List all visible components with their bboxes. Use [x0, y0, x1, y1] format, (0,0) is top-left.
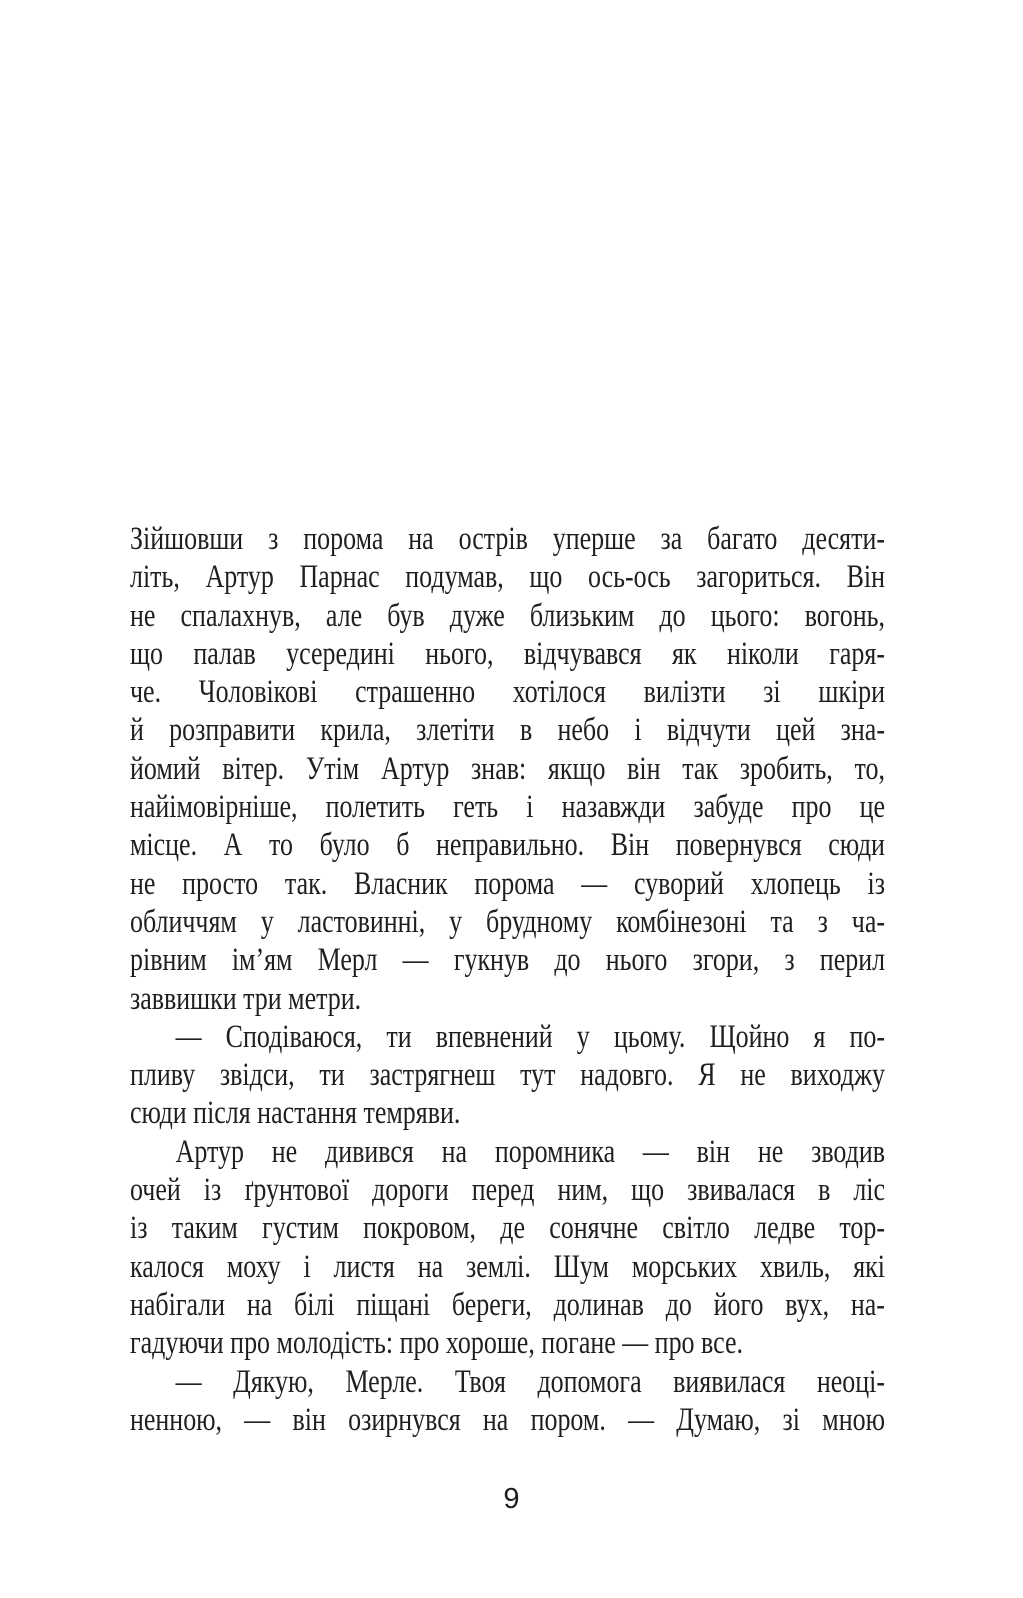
word: близьким [529, 597, 635, 634]
word: згори, [692, 942, 760, 979]
word: допомога [537, 1363, 642, 1400]
word: місце. [130, 827, 198, 864]
word: — [175, 1363, 202, 1400]
word: очей [130, 1172, 181, 1209]
text-line [130, 1248, 885, 1286]
word: до [554, 942, 581, 979]
word: багато [707, 521, 778, 557]
word: ґрунтової [244, 1172, 350, 1209]
text-line [130, 788, 885, 826]
word: Артур [380, 750, 450, 787]
word: шкіри [818, 674, 886, 711]
word: як [671, 635, 697, 672]
word: долинав [553, 1286, 644, 1323]
word: знав: [471, 750, 527, 787]
word: що [631, 1172, 665, 1209]
word: цьому. [613, 1018, 686, 1055]
word: на [417, 1248, 444, 1285]
word: що [130, 635, 163, 672]
word: небо [557, 712, 610, 749]
text-line [130, 941, 885, 979]
word: — [175, 1018, 202, 1055]
word: до [659, 597, 686, 634]
word: б [396, 827, 410, 864]
word: звивалася [687, 1172, 796, 1209]
word: це [859, 789, 886, 826]
word: — [402, 942, 429, 979]
word: злетіти [416, 712, 495, 749]
word: і [303, 1248, 311, 1285]
word: береги, [451, 1286, 532, 1323]
text-line [130, 1171, 885, 1209]
text-line [130, 750, 885, 788]
text-line: заввишки три метри. [130, 980, 362, 1017]
word: надовго. [580, 1057, 674, 1094]
word: ім’ям [231, 942, 293, 979]
text-line: сюди після настання темряви. [130, 1095, 461, 1132]
word: він [627, 750, 661, 787]
word: мною [822, 1401, 885, 1438]
word: ненною, [130, 1401, 223, 1438]
word: Зійшовши [130, 521, 244, 557]
word: вилізти [643, 674, 726, 711]
word: з [817, 903, 828, 940]
word: так [682, 750, 719, 787]
text-line [130, 1133, 885, 1171]
word: за [660, 521, 683, 557]
word: не [271, 1133, 298, 1170]
word: уперше [552, 521, 636, 557]
word: дивився [324, 1133, 414, 1170]
word: густим [262, 1210, 339, 1247]
word: Утім [305, 750, 360, 787]
word: Артур [205, 559, 274, 596]
word: обличчям [130, 903, 237, 940]
word: ти [386, 1018, 412, 1055]
word: полетить [325, 789, 425, 826]
word: сонячне [549, 1210, 639, 1247]
word: геть [453, 789, 499, 826]
word: гукнув [453, 942, 530, 979]
word: у [260, 903, 274, 940]
word: загориться. [696, 559, 821, 596]
word: А [223, 827, 243, 864]
word: брудному [486, 903, 593, 940]
word: — [642, 1133, 669, 1170]
word: тор- [839, 1210, 885, 1247]
word: ти [319, 1057, 345, 1094]
word: на [441, 1133, 468, 1170]
word: та [770, 903, 794, 940]
word: хвиль, [759, 1248, 831, 1285]
text-line [130, 865, 885, 903]
word: не [757, 1133, 784, 1170]
word: порома [303, 521, 384, 557]
word: острів [458, 521, 528, 557]
word: назавжди [561, 789, 666, 826]
text-line [130, 558, 885, 596]
word: дуже [449, 597, 505, 634]
word: на [246, 1286, 273, 1323]
word: впевнений [435, 1018, 553, 1055]
word: че. [130, 674, 162, 711]
word: якщо [547, 750, 606, 787]
word: він [292, 1401, 326, 1438]
word: Чоловікові [198, 674, 318, 711]
word: я [813, 1018, 826, 1055]
word: пливу [130, 1057, 196, 1094]
word: його [713, 1286, 764, 1323]
word: рівним [130, 942, 207, 979]
word: у [449, 903, 463, 940]
word: то [269, 827, 294, 864]
word: відчути [666, 712, 751, 749]
word: Він [846, 559, 886, 596]
word: крила, [320, 712, 391, 749]
word: хлопець [750, 865, 841, 902]
text-line [130, 1018, 885, 1056]
word: із [203, 1172, 222, 1209]
word: тут [520, 1057, 556, 1094]
word: вітер. [222, 750, 285, 787]
word: озирнувся [348, 1401, 461, 1438]
word: виявилася [673, 1363, 786, 1400]
word: в [519, 712, 533, 749]
word: набігали [130, 1286, 226, 1323]
text-line [130, 673, 885, 711]
word: із [867, 865, 885, 902]
page-number: 9 [503, 1483, 520, 1515]
word: так. [284, 865, 328, 902]
word: сюди [828, 827, 885, 864]
word: Він [610, 827, 650, 864]
word: комбінезоні [616, 903, 747, 940]
word: страшенно [355, 674, 476, 711]
text-line: гадуючи про молодість: про хороше, погане — про все. [130, 1325, 743, 1362]
word: ліс [853, 1172, 886, 1209]
word: де [500, 1210, 526, 1247]
word: у [576, 1018, 590, 1055]
word: в [818, 1172, 831, 1209]
word: про [791, 789, 832, 826]
word: по- [849, 1018, 886, 1055]
text-line [130, 1363, 885, 1401]
word: землі. [466, 1248, 531, 1285]
word: ластовинні, [297, 903, 426, 940]
word: зна- [840, 712, 885, 749]
word: листя [333, 1248, 395, 1285]
word: Шум [553, 1248, 609, 1285]
word: Я [698, 1057, 716, 1094]
word: і [634, 712, 642, 749]
word: до [665, 1286, 692, 1323]
word: Щойно [709, 1018, 790, 1055]
word: Власник [353, 865, 448, 902]
word: повернувся [675, 827, 802, 864]
word: але [325, 597, 363, 634]
word: звідси, [219, 1057, 295, 1094]
word: на- [850, 1286, 885, 1323]
word: гаря- [829, 635, 885, 672]
word: дороги [372, 1172, 449, 1209]
word: на [482, 1401, 509, 1438]
word: і [526, 789, 534, 826]
text-line [130, 826, 885, 864]
word: палав [193, 635, 256, 672]
word: неправильно. [436, 827, 585, 864]
word: Артур [175, 1133, 244, 1170]
word: було [319, 827, 370, 864]
word: він [696, 1133, 731, 1170]
word: усередині [286, 635, 395, 672]
word: моху [226, 1248, 281, 1285]
word: — [581, 865, 608, 902]
word: нього [605, 942, 668, 979]
word: найімовірніше, [130, 789, 298, 826]
word: нього, [425, 635, 494, 672]
word: відчувався [523, 635, 642, 672]
text-line [130, 711, 885, 749]
word: ось-ось [587, 559, 671, 596]
word: із [130, 1210, 148, 1247]
word: й [130, 712, 144, 749]
word: неоці- [816, 1363, 886, 1400]
word: світло [662, 1210, 730, 1247]
text-line [130, 903, 885, 941]
word: літь, [130, 559, 180, 596]
word: морських [631, 1248, 738, 1285]
word: які [853, 1248, 885, 1285]
text-line [130, 597, 885, 635]
word: перил [819, 942, 886, 979]
word: з [268, 521, 279, 557]
word: подумав, [405, 559, 504, 596]
word: порома [474, 865, 555, 902]
word: Парнас [299, 559, 380, 596]
word: вогонь, [804, 597, 885, 634]
word: був [387, 597, 425, 634]
word: пором. [530, 1401, 606, 1438]
text-line [130, 1401, 885, 1439]
word: з [784, 942, 795, 979]
word: Думаю, [676, 1401, 761, 1438]
word: — [628, 1401, 655, 1438]
word: не [130, 597, 156, 634]
text-line [130, 1209, 885, 1247]
text-line [130, 635, 885, 673]
word: не [740, 1057, 766, 1094]
word: забуде [693, 789, 764, 826]
word: перед [471, 1172, 535, 1209]
word: йомий [130, 750, 201, 787]
word: — [244, 1401, 271, 1438]
word: застрягнеш [369, 1057, 496, 1094]
word: таким [171, 1210, 238, 1247]
word: ча- [851, 903, 885, 940]
text-block [130, 520, 885, 1439]
word: спалахнув, [180, 597, 301, 634]
word: ним, [557, 1172, 609, 1209]
word: суворий [633, 865, 724, 902]
word: зі [763, 674, 781, 711]
word: білі [294, 1286, 335, 1323]
text-line [130, 520, 885, 558]
word: зі [782, 1401, 801, 1438]
word: виходжу [790, 1057, 886, 1094]
word: ніколи [726, 635, 799, 672]
word: Мерл [317, 942, 378, 979]
word: що [529, 559, 563, 596]
word: Сподіваюся, [225, 1018, 363, 1055]
word: не [130, 865, 156, 902]
word: то, [854, 750, 886, 787]
word: просто [182, 865, 259, 902]
word: покровом, [363, 1210, 477, 1247]
word: зводив [811, 1133, 885, 1170]
word: вух, [785, 1286, 830, 1323]
word: поромника [494, 1133, 616, 1170]
word: Дякую, [233, 1363, 314, 1400]
text-line [130, 1056, 885, 1094]
word: розправити [169, 712, 296, 749]
word: зробить, [739, 750, 833, 787]
word: хотілося [512, 674, 606, 711]
word: Твоя [454, 1363, 506, 1400]
word: десяти- [802, 521, 885, 557]
word: ледве [754, 1210, 816, 1247]
word: піщані [356, 1286, 431, 1323]
text-line [130, 1286, 885, 1324]
word: цього: [710, 597, 780, 634]
word: на [408, 521, 434, 557]
word: калося [130, 1248, 205, 1285]
word: цей [776, 712, 816, 749]
word: Мерле. [345, 1363, 424, 1400]
